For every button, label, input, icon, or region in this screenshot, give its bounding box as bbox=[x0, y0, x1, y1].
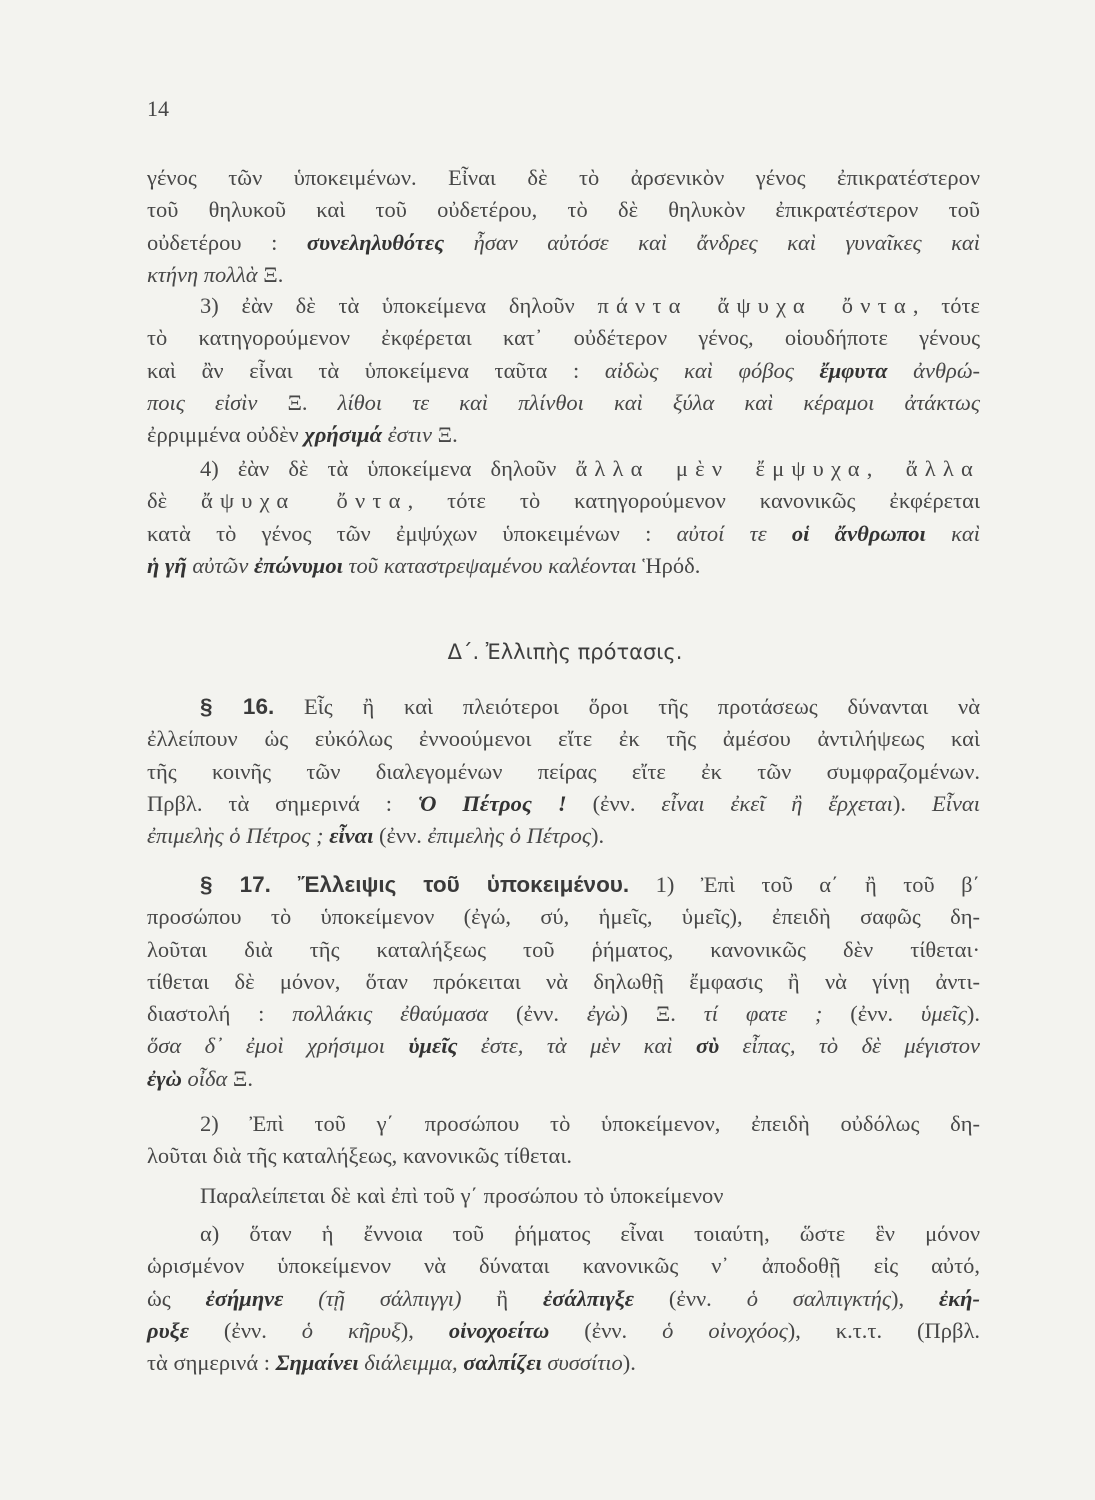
text-segment: καὶ ἂν εἶναι τὰ ὑποκείμενα ταῦτα : bbox=[147, 357, 605, 383]
text-segment: Ἡρόδ. bbox=[642, 552, 701, 578]
text-segment: ὡρισμένον ὑποκείμενον νὰ δύναται κανονικῶς ν᾽ ἀποδοθῇ εἰς αὐτό, bbox=[147, 1253, 980, 1279]
text-segment: ἡ γῆ bbox=[147, 552, 187, 578]
text-segment: ὡς bbox=[147, 1285, 206, 1311]
text-line bbox=[147, 1283, 980, 1315]
text-segment: Ξ. bbox=[232, 1065, 254, 1091]
text-segment: τὰ σημερινά : bbox=[147, 1350, 276, 1376]
text-segment: 2) Ἐπὶ τοῦ γ΄ προσώπου τὸ ὑποκείμενον, ἐπειδὴ οὐδόλως δη- bbox=[200, 1111, 980, 1136]
text-segment: , τότε τὸ κατηγορούμενον κανονικῶς ἐκφέρεται bbox=[407, 488, 981, 514]
text-line bbox=[147, 966, 980, 998]
text-segment: ), bbox=[400, 1317, 449, 1343]
text-line bbox=[147, 387, 980, 419]
text-segment: ἐστιν bbox=[382, 422, 438, 448]
text-segment: χρήσιμά bbox=[304, 422, 383, 448]
text-segment: ἄλλα μὲν ἔμψυχα, ἄλλα bbox=[575, 456, 980, 481]
text-segment: ἔμφυτα bbox=[819, 357, 888, 383]
text-segment: Εἷς ἢ καὶ πλειότεροι ὅροι τῆς προτάσεως δύνανται νὰ bbox=[274, 694, 981, 719]
text-segment: ). bbox=[622, 1350, 636, 1376]
text-segment: αὐτοί τε bbox=[676, 520, 792, 546]
text-line bbox=[147, 1063, 980, 1095]
text-segment: ἐστε, τὰ μὲν καὶ bbox=[457, 1033, 696, 1059]
text-segment: (ἐνν. bbox=[549, 1317, 663, 1343]
text-line bbox=[147, 998, 980, 1030]
text-segment: καὶ bbox=[925, 520, 980, 546]
text-segment: ὁ οἰνοχόος bbox=[662, 1317, 788, 1343]
text-segment: ἐγὼ bbox=[586, 1001, 621, 1027]
text-segment: ). bbox=[966, 1001, 980, 1027]
text-segment: ἀνθρώ- bbox=[887, 357, 981, 383]
paragraph bbox=[147, 691, 980, 852]
section-heading: Δ΄. Ἐλλιπὴς πρότασις. bbox=[447, 640, 683, 664]
text-line bbox=[147, 691, 980, 723]
text-segment: γένος τῶν ὑποκειμένων. Εἶναι δὲ τὸ ἀρσενικὸν γένος ἐπικρατέστερον bbox=[147, 165, 980, 190]
text-segment: Σημαίνει bbox=[275, 1350, 359, 1376]
paragraph bbox=[147, 162, 980, 291]
text-segment: ὁ σαλπιγκτής bbox=[746, 1285, 891, 1311]
text-segment: ). bbox=[892, 790, 932, 816]
text-segment: αὐτῶν bbox=[186, 552, 255, 578]
paragraph bbox=[147, 290, 980, 451]
text-segment: (ἐνν. bbox=[566, 790, 662, 816]
text-line bbox=[147, 1218, 980, 1250]
text-line bbox=[147, 485, 980, 517]
text-segment: (ἐνν. bbox=[822, 1001, 921, 1027]
text-segment: (τῇ σάλπιγγι) bbox=[283, 1285, 497, 1311]
text-segment: προσώπου τὸ ὑποκείμενον (ἐγώ, σύ, ἡμεῖς, ὑμεῖς), ἐπειδὴ σαφῶς δη- bbox=[147, 904, 980, 930]
text-segment: ἐγὼ bbox=[147, 1065, 182, 1091]
text-segment: συσσίτιο bbox=[541, 1350, 623, 1376]
text-line bbox=[147, 194, 980, 226]
text-line bbox=[147, 869, 980, 901]
text-line bbox=[147, 419, 980, 451]
text-line bbox=[147, 227, 980, 259]
text-segment: σαλπίζει bbox=[463, 1350, 542, 1376]
text-line bbox=[147, 788, 980, 820]
text-segment: ἐσήμηνε bbox=[205, 1285, 284, 1311]
text-line bbox=[147, 1140, 980, 1172]
text-line bbox=[147, 723, 980, 755]
text-segment: κτήνη πολλὰ bbox=[147, 261, 264, 287]
text-segment: ὁ κῆρυξ bbox=[301, 1317, 401, 1343]
text-segment: ἐσάλπιγξε bbox=[543, 1285, 635, 1311]
paragraph bbox=[147, 1180, 980, 1212]
text-segment: ἐπιμελὴς ὁ Πέτρος ; bbox=[147, 823, 330, 849]
text-segment: Εἶναι bbox=[931, 790, 980, 816]
paragraph bbox=[147, 453, 980, 582]
text-segment: τὸ κατηγορούμενον ἐκφέρεται κατ᾽ οὐδέτερον γένος, οἱουδήποτε γένους bbox=[147, 325, 980, 351]
text-segment: , τότε bbox=[912, 293, 980, 318]
text-line bbox=[147, 1180, 980, 1212]
text-segment: ), κ.τ.τ. (Πρβλ. bbox=[787, 1317, 980, 1343]
text-line bbox=[147, 290, 980, 322]
text-line bbox=[147, 934, 980, 966]
text-segment: οἶδα bbox=[181, 1065, 233, 1091]
text-segment: ἢ bbox=[496, 1285, 543, 1311]
text-segment: λοῦται διὰ τῆς καταλήξεως τοῦ ῥήματος, κανονικῶς δὲν τίθεται· bbox=[147, 936, 980, 962]
text-segment: ), bbox=[891, 1285, 939, 1311]
text-segment: σὺ bbox=[695, 1033, 720, 1059]
text-line bbox=[147, 1030, 980, 1062]
text-segment: Ξ. bbox=[263, 261, 284, 287]
text-segment: εἶναι bbox=[329, 823, 374, 849]
text-segment: λοῦται διὰ τῆς καταλήξεως, κανονικῶς τίθεται. bbox=[147, 1143, 572, 1169]
text-segment: ἐπιμελὴς ὁ Πέτρος bbox=[427, 823, 591, 849]
text-segment: ὑμεῖς bbox=[921, 1001, 967, 1027]
text-segment: 4) ἐὰν δὲ τὰ ὑποκείμενα δηλοῦν bbox=[200, 456, 576, 481]
text-segment: Ξ. bbox=[437, 422, 458, 448]
text-segment: εἶπας, τὸ δὲ μέγιστον bbox=[719, 1033, 980, 1059]
text-segment: ἐπώνυμοι bbox=[254, 552, 343, 578]
text-segment: 3) ἐὰν δὲ τὰ ὑποκείμενα δηλοῦν bbox=[200, 293, 598, 318]
text-segment: τῆς κοινῆς τῶν διαλεγομένων πείρας εἴτε ἐκ τῶν συμφραζομένων. bbox=[147, 758, 980, 784]
text-segment: (ἐνν. bbox=[634, 1285, 747, 1311]
paragraph bbox=[147, 1108, 980, 1173]
text-segment: ἐρριμμένα οὐδὲν bbox=[147, 422, 305, 448]
paragraph bbox=[147, 1218, 980, 1379]
text-segment: α) ὅταν ἡ ἔννοια τοῦ ῥήματος εἶναι τοιαύτη, ὥστε ἓν μόνον bbox=[200, 1221, 980, 1246]
text-segment: Ὁ Πέτρος ! bbox=[417, 790, 567, 816]
text-segment: πάντα ἄψυχα ὄντα bbox=[597, 293, 913, 318]
text-line bbox=[147, 322, 980, 354]
page-number: 14 bbox=[147, 96, 169, 121]
text-segment: ποις εἰσὶν bbox=[147, 389, 288, 415]
text-segment: (ἐνν. bbox=[188, 1317, 302, 1343]
text-segment: ἄψυχα ὄντα bbox=[201, 488, 408, 514]
text-line bbox=[147, 901, 980, 933]
text-segment: ἐλλείπουν ὡς εὐκόλως ἐννοούμενοι εἴτε ἐκ τῆς ἀμέσου ἀντιλήψεως καὶ bbox=[147, 726, 980, 752]
text-line bbox=[147, 820, 980, 852]
text-segment: πολλάκις ἐθαύμασα bbox=[292, 1001, 489, 1027]
text-segment: κατὰ τὸ γένος τῶν ἐμψύχων ὑποκειμένων : bbox=[147, 520, 677, 546]
text-line bbox=[147, 1108, 980, 1140]
text-line bbox=[147, 1347, 980, 1379]
paragraph bbox=[147, 869, 980, 1095]
text-segment: τίθεται δὲ μόνον, ὅταν πρόκειται νὰ δηλωθῇ ἔμφασις ἢ νὰ γίνῃ ἀντι- bbox=[147, 968, 980, 994]
text-segment: ἐκή- bbox=[939, 1285, 980, 1311]
text-segment: λίθοι τε καὶ πλίνθοι καὶ ξύλα καὶ κέραμοι ἀτάκτως bbox=[337, 389, 980, 415]
text-segment: δὲ bbox=[147, 488, 202, 514]
text-segment: τοῦ καταστρεψαμένου καλέονται bbox=[342, 552, 643, 578]
text-segment: οὐδετέρου : bbox=[147, 229, 307, 255]
text-segment: § 16. bbox=[200, 694, 275, 719]
text-segment: ἦσαν αὐτόσε καὶ ἄνδρες καὶ γυναῖκες καὶ bbox=[444, 229, 980, 255]
text-segment: αἰδὼς καὶ φόβος bbox=[604, 357, 820, 383]
text-line bbox=[147, 453, 980, 485]
text-line bbox=[147, 1315, 980, 1347]
text-line bbox=[147, 259, 980, 291]
text-segment: ). bbox=[590, 823, 605, 849]
text-segment: οἰνοχοείτω bbox=[448, 1317, 550, 1343]
text-segment: διάλειμμα, bbox=[358, 1350, 464, 1376]
text-segment: συνεληλυθότες bbox=[306, 229, 445, 255]
text-line bbox=[147, 550, 980, 582]
text-segment: εἶναι ἐκεῖ ἢ ἔρχεται bbox=[661, 790, 893, 816]
text-line bbox=[147, 518, 980, 550]
text-segment: τί φατε ; bbox=[703, 1001, 823, 1027]
text-line bbox=[147, 756, 980, 788]
text-segment: διαστολή : bbox=[147, 1001, 293, 1027]
text-segment: ρυξε bbox=[147, 1317, 189, 1343]
text-segment: (ἐνν. bbox=[373, 823, 428, 849]
text-segment: ὅσα δ᾽ ἐμοὶ χρήσιμοι bbox=[147, 1033, 409, 1059]
text-line bbox=[147, 355, 980, 387]
text-segment: (ἐνν. bbox=[488, 1001, 587, 1027]
text-segment: 1) Ἐπὶ τοῦ α΄ ἢ τοῦ β΄ bbox=[629, 872, 981, 897]
text-segment: τοῦ θηλυκοῦ καὶ τοῦ οὐδετέρου, τὸ δὲ θηλυκὸν ἐπικρατέστερον τοῦ bbox=[147, 197, 980, 223]
text-segment: οἱ ἄνθρωποι bbox=[791, 520, 926, 546]
text-segment: ὑμεῖς bbox=[408, 1033, 458, 1059]
text-line bbox=[147, 1250, 980, 1282]
text-segment: Πρβλ. τὰ σημερινά : bbox=[147, 790, 418, 816]
text-segment: § 17. Ἔλλειψις τοῦ ὑποκειμένου. bbox=[200, 872, 630, 897]
text-line bbox=[147, 162, 980, 194]
text-segment: ) Ξ. bbox=[620, 1001, 704, 1027]
text-segment: Παραλείπεται δὲ καὶ ἐπὶ τοῦ γ΄ προσώπου τὸ ὑποκείμενον bbox=[200, 1183, 724, 1208]
text-segment: Ξ. bbox=[287, 389, 338, 415]
